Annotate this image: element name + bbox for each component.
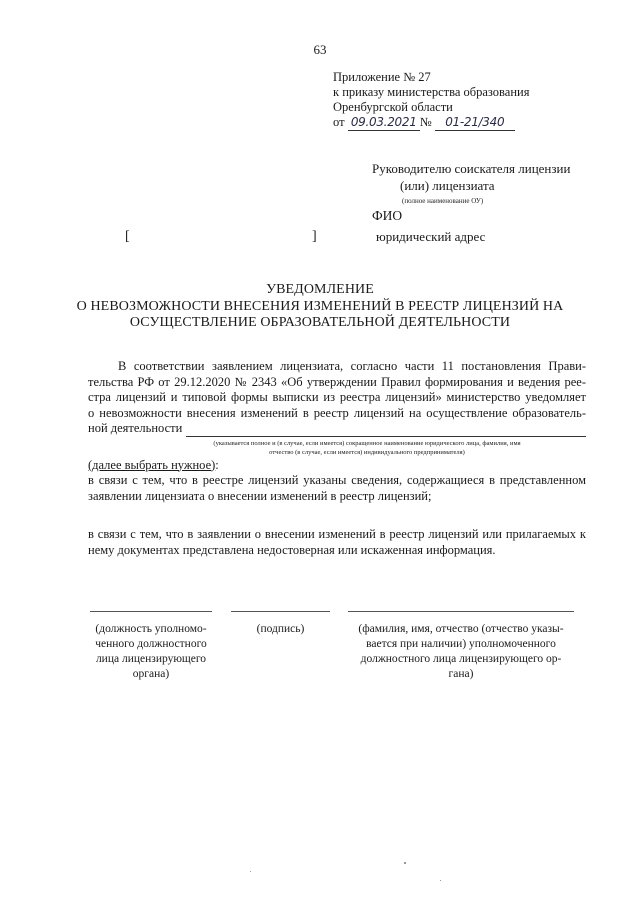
option1-line1: в связи с тем, что в реестре лицензий указаны сведения, содержащиеся в представленном (88, 473, 586, 487)
annex-number-sign: № (419, 115, 432, 129)
signature-caption: (подпись) (256, 623, 305, 635)
title-line1: УВЕДОМЛЕНИЕ (266, 282, 374, 297)
annex-region: Оренбургской области (333, 100, 453, 114)
annex-number-handwritten: 01-21/340 (435, 115, 515, 131)
scan-speck (404, 862, 406, 864)
page-number: 63 (313, 42, 327, 57)
open-bracket: [ (125, 229, 130, 244)
close-bracket: ] (312, 229, 317, 244)
body-p1-line2: тельства РФ от 29.12.2020 № 2343 «Об утверждении Правил формирования и ведения рее- (88, 374, 586, 389)
body-p1-line3: стра лицензий и типовой формы выписки из реестра лицензий» министерство уведомляет (88, 390, 586, 404)
annex-date-prefix: от (333, 115, 345, 129)
annex-date-handwritten: 09.03.2021 (348, 115, 420, 131)
choose-colon: : (215, 457, 219, 472)
scan-speck (250, 871, 251, 872)
body-p1-line5-row (88, 421, 586, 437)
addressee-hint: (полное наименование ОУ) (402, 197, 484, 205)
option2-line1: в связи с тем, что в заявлении о внесении изменений в реестр лицензий или прилагаемых к (88, 527, 586, 541)
title-line3: ОСУЩЕСТВЛЕНИЕ ОБРАЗОВАТЕЛЬНОЙ ДЕЯТЕЛЬНОСТИ (129, 315, 511, 330)
choose-instruction: (далее выбрать нужное) (88, 457, 216, 472)
body-p1-line4: о невозможности внесения изменений в реестр лицензий на осуществление образователь- (88, 405, 586, 420)
addressee-legal-address: юридический адрес (376, 229, 486, 244)
body-p1-line1: В соответствии заявлением лицензиата, согласно части 11 постановления Прави- (118, 359, 586, 373)
licensee-hint-line2: отчество (в случае, если имеется) индивидуального предпринимателя) (269, 448, 465, 456)
licensee-hint-line1: (указывается полное и (в случае, если имеется) сокращенное наименование юридического лица, фамилия, имя (213, 439, 521, 447)
annex-title: Приложение № 27 (333, 70, 431, 84)
addressee-block (372, 160, 570, 245)
name-caption: (фамилия, имя, отчество (отчество указы- вается при наличии) уполномоченного должностного лица лицензирующего ор- гана) (358, 623, 564, 680)
document-title (0, 282, 640, 332)
option2-line2: нему документах представлена недостоверная или искаженная информация. (88, 542, 496, 557)
name-signature-line (348, 611, 574, 612)
choose-row (88, 458, 586, 474)
licensee-name-blank (186, 424, 586, 437)
title-line2: О НЕВОЗМОЖНОСТИ ВНЕСЕНИЯ ИЗМЕНЕНИЙ В РЕЕСТР ЛИЦЕНЗИЙ НА (76, 298, 564, 314)
notice-body (88, 359, 586, 558)
addressee-line1: Руководителю соискателя лицензии (372, 161, 571, 176)
body-p1-line5: ной деятельности (88, 421, 183, 435)
position-caption: (должность уполномо- ченного должностного лица лицензирующего органа) (95, 623, 207, 680)
signature-line (231, 611, 330, 612)
annex-header (333, 70, 529, 131)
addressee-fio: ФИО (372, 208, 403, 223)
scan-speck (440, 880, 441, 881)
annex-order-ref: к приказу министерства образования (333, 85, 530, 99)
position-signature-line (90, 611, 212, 612)
addressee-line2: (или) лицензиата (400, 178, 495, 193)
annex-date-row (333, 115, 529, 131)
option1-line2: заявлении лицензиата о внесении изменений в реестр лицензий; (88, 488, 432, 503)
